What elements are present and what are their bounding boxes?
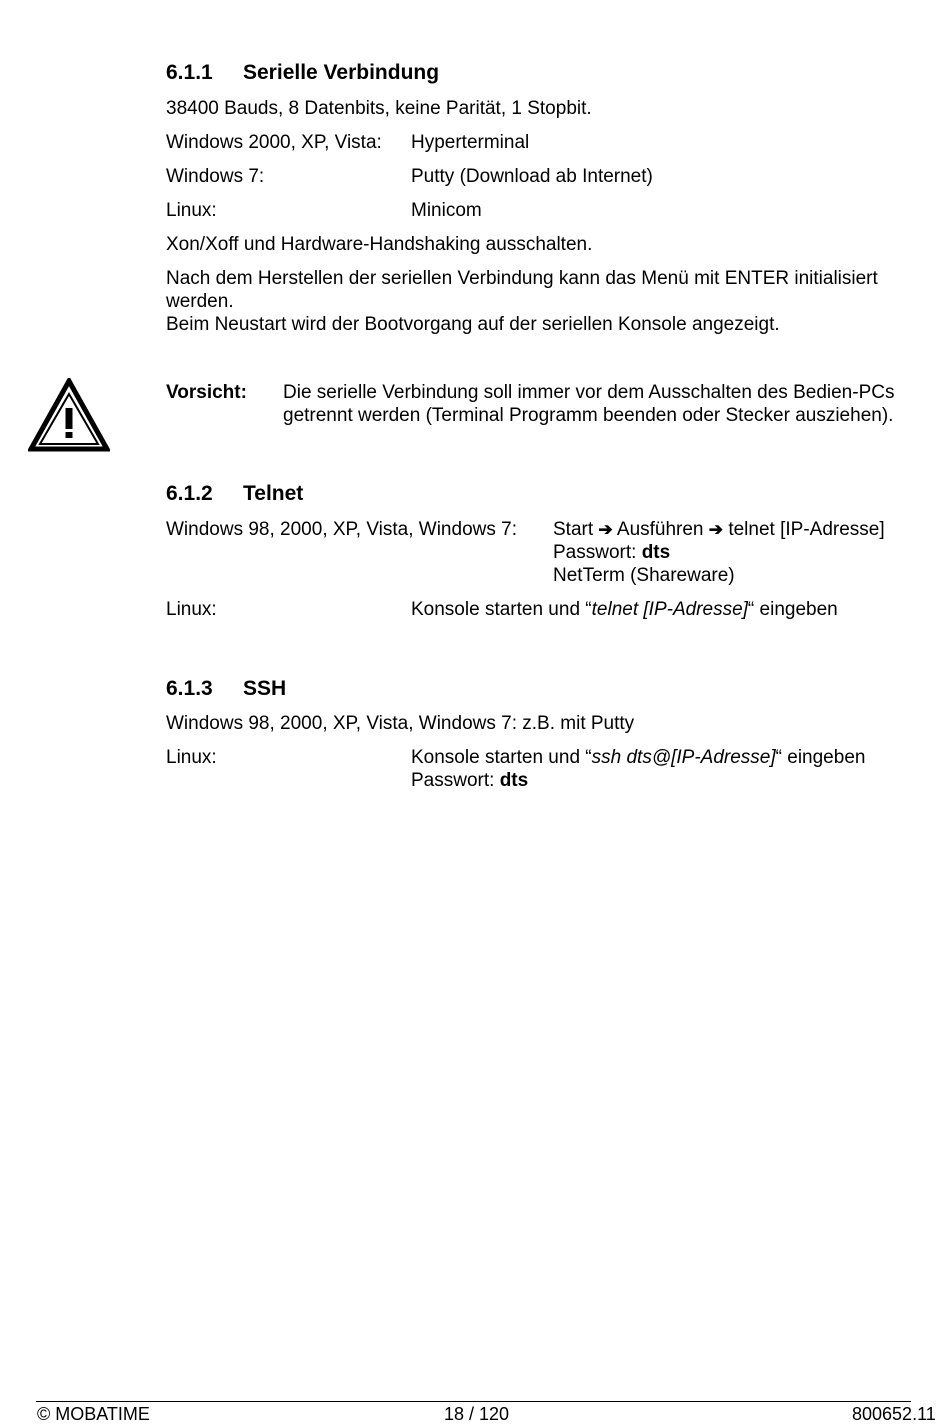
password-value: dts: [641, 542, 671, 563]
footer-doc-number: 800652.11: [852, 1404, 936, 1424]
password-label: Passwort:: [553, 542, 637, 563]
os-label-win7: Windows 7:: [166, 166, 265, 187]
section-number-613: 6.1.3: [166, 677, 213, 700]
os-label-linux: Linux:: [166, 200, 217, 221]
ssh-linux-pre: Konsole starten und “: [411, 747, 592, 768]
warning-triangle-icon: [28, 378, 110, 458]
telnet-windows-label: Windows 98, 2000, XP, Vista, Windows 7:: [166, 519, 517, 540]
section-number-612: 6.1.2: [166, 482, 213, 505]
section-title-telnet: Telnet: [243, 482, 304, 505]
telnet-command-text: telnet [IP-Adresse]: [728, 519, 885, 540]
telnet-linux-post: “ eingeben: [747, 599, 838, 620]
tool-minicom: Minicom: [411, 200, 482, 221]
caution-label: Vorsicht:: [166, 382, 247, 403]
telnet-linux-label: Linux:: [166, 599, 217, 620]
menu-init-text-line2: werden.: [166, 291, 234, 312]
os-label-win2000: Windows 2000, XP, Vista:: [166, 132, 382, 153]
footer-page-number: 18 / 120: [444, 1404, 510, 1424]
ssh-linux-command: ssh dts@[IP-Adresse]: [591, 747, 776, 768]
password-label: Passwort:: [411, 770, 495, 791]
arrow-right-icon: ➔: [708, 520, 724, 539]
start-menu-text: Start: [553, 519, 594, 540]
run-menu-text: Ausführen: [616, 519, 704, 540]
ssh-linux-label: Linux:: [166, 747, 217, 768]
telnet-linux-text: [411, 598, 838, 621]
telnet-linux-pre: Konsole starten und “: [411, 599, 592, 620]
arrow-right-icon: ➔: [598, 520, 613, 539]
telnet-password-line: [553, 541, 670, 564]
ssh-linux-text: [411, 746, 865, 769]
tool-putty: Putty (Download ab Internet): [411, 166, 653, 187]
section-title-serial: Serielle Verbindung: [243, 61, 440, 84]
footer-divider: [36, 1401, 911, 1402]
menu-init-text-line1: Nach dem Herstellen der seriellen Verbindung kann das Menü mit ENTER initialisiert: [166, 268, 878, 289]
serial-settings-text: 38400 Bauds, 8 Datenbits, keine Parität, 1 Stopbit.: [166, 98, 592, 119]
section-title-ssh: SSH: [243, 677, 287, 700]
telnet-linux-command: telnet [IP-Adresse]: [591, 599, 748, 620]
netterm-text: NetTerm (Shareware): [553, 565, 735, 586]
ssh-windows-text: Windows 98, 2000, XP, Vista, Windows 7: z.B. mit Putty: [166, 713, 635, 734]
telnet-windows-path: [553, 518, 885, 541]
caution-text-line2: getrennt werden (Terminal Programm beenden oder Stecker ausziehen).: [283, 405, 894, 426]
tool-hyperterminal: Hyperterminal: [411, 132, 530, 153]
footer-copyright: © MOBATIME: [37, 1404, 150, 1424]
ssh-linux-post: “ eingeben: [775, 747, 866, 768]
boot-text: Beim Neustart wird der Bootvorgang auf der seriellen Konsole angezeigt.: [166, 314, 780, 335]
ssh-password-line: [411, 769, 528, 792]
password-value: dts: [499, 770, 529, 791]
section-number-611: 6.1.1: [166, 61, 213, 84]
handshake-text: Xon/Xoff und Hardware-Handshaking ausschalten.: [166, 234, 593, 255]
caution-text-line1: Die serielle Verbindung soll immer vor dem Ausschalten des Bedien-PCs: [283, 382, 895, 403]
